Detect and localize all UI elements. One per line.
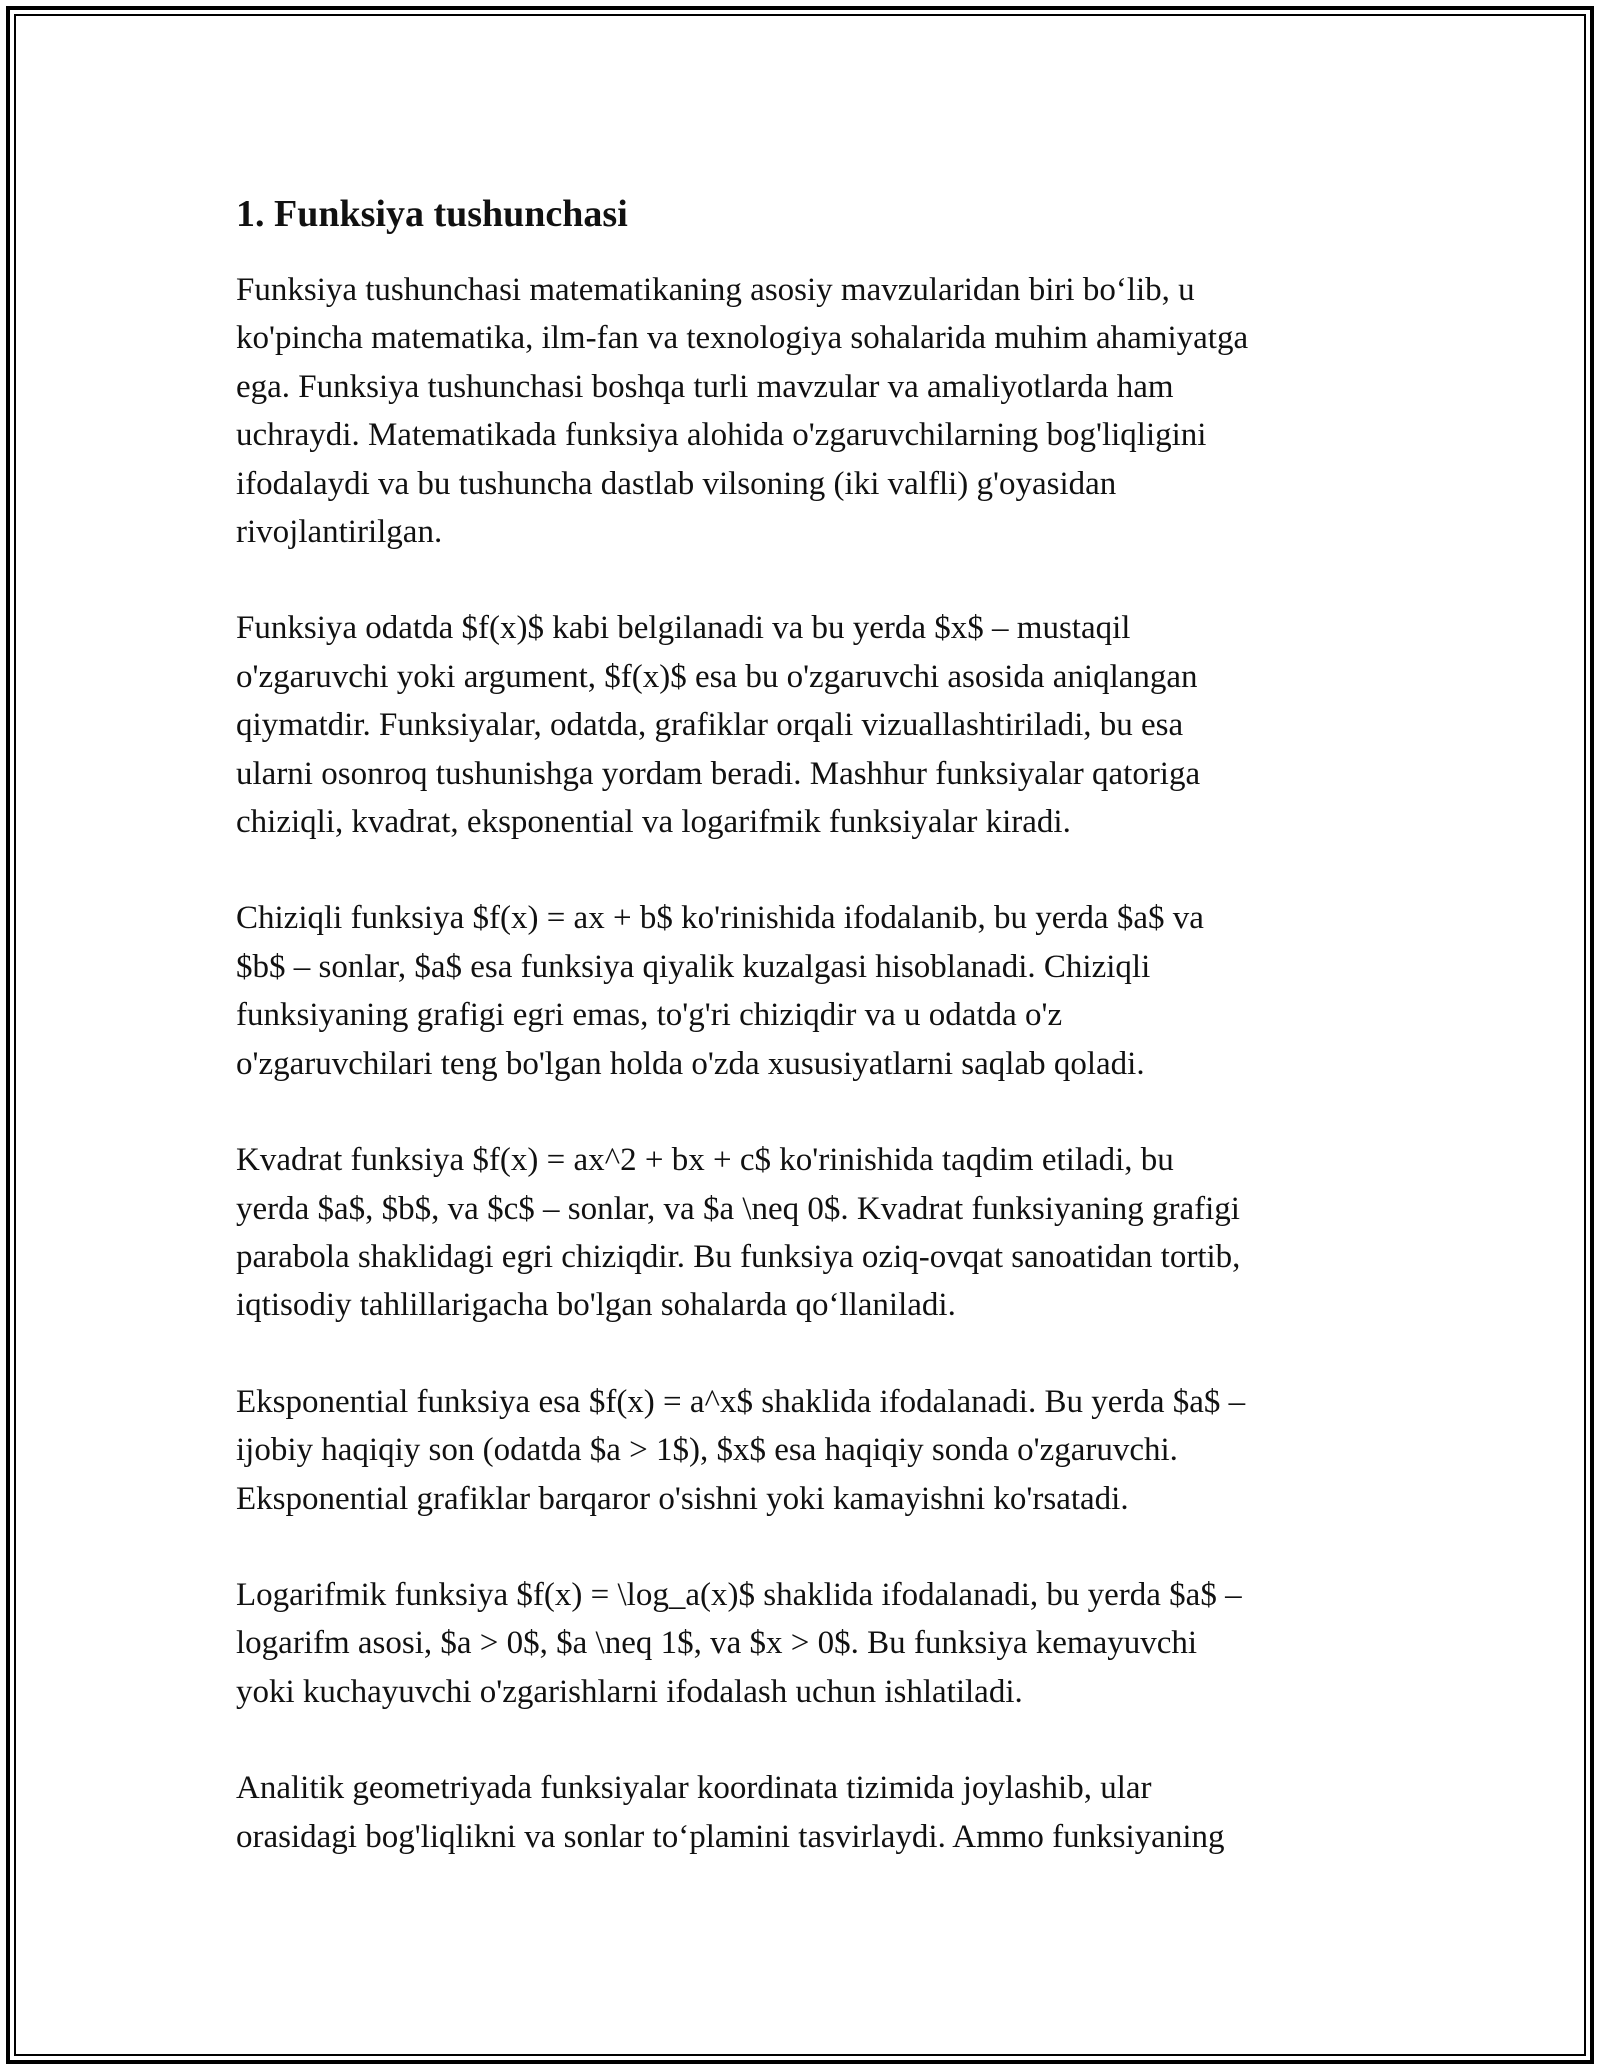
paragraph-analytic-geometry: Analitik geometriyada funksiyalar koordinata tizimida joylashib, ular orasidagi bog'liqlikni va sonlar to‘plamini tasvirlaydi. Ammo funksiyaning [236, 1770, 1225, 1855]
section-heading: 1. Funksiya tushunchasi [236, 193, 628, 235]
paragraph-exponential-function: Eksponential funksiya esa $f(x) = a^x$ shaklida ifodalanadi. Bu yerda $a$ – ijobiy haqiqiy son (odatda $a > 1$), $x$ esa haqiqiy sonda o'zgaruvchi. Eksponential grafiklar barqaror o'sishni yoki kamayishni ko'rsatadi. [236, 1383, 1246, 1517]
document-body [236, 186, 1366, 1909]
paragraph-intro: Funksiya tushunchasi matematikaning asosiy mavzularidan biri bo‘lib, u ko'pincha matematika, ilm-fan va texnologiya sohalarida muhim ahamiyatga ega. Funksiya tushunchasi boshqa turli mavzular va amaliyotlarda ham uchraydi. Matematikada funksiya alohida o'zgaruvchilarning bog'liqligini ifodalaydi va bu tushuncha dastlab vilsoning (iki valfli) g'oyasidan rivojlantirilgan. [236, 272, 1249, 551]
paragraph-linear-function: Chiziqli funksiya $f(x) = ax + b$ ko'rinishida ifodalanib, bu yerda $a$ va $b$ – sonlar, $a$ esa funksiya qiyalik kuzalgasi hisoblanadi. Chiziqli funksiyaning grafigi egri emas, to'g'ri chiziqdir va u odatda o'z o'zgaruvchilari teng bo'lgan holda o'zda xususiyatlarni saqlab qoladi. [236, 900, 1204, 1082]
paragraph-logarithmic-function: Logarifmik funksiya $f(x) = \log_a(x)$ shaklida ifodalanadi, bu yerda $a$ – logarifm asosi, $a > 0$, $a \neq 1$, va $x > 0$. Bu funksiya kemayuvchi yoki kuchayuvchi o'zgarishlarni ifodalash uchun ishlatiladi. [236, 1576, 1242, 1710]
paragraph-quadratic-function: Kvadrat funksiya $f(x) = ax^2 + bx + c$ ko'rinishida taqdim etiladi, bu yerda $a$, $b$, va $c$ – sonlar, va $a \neq 0$. Kvadrat funksiyaning grafigi parabola shaklidagi egri chiziqdir. Bu funksiya oziq-ovqat sanoatidan tortib, iqtisodiy tahlillarigacha bo'lgan sohalarda qo‘llaniladi. [236, 1142, 1241, 1324]
paragraph-notation: Funksiya odatda $f(x)$ kabi belgilanadi va bu yerda $x$ – mustaqil o'zgaruvchi yoki argument, $f(x)$ esa bu o'zgaruvchi asosida aniqlangan qiymatdir. Funksiyalar, odatda, grafiklar orqali vizuallashtiriladi, bu esa ularni osonroq tushunishga yordam beradi. Mashhur funksiyalar qatoriga chiziqli, kvadrat, eksponential va logarifmik funksiyalar kiradi. [236, 610, 1201, 841]
